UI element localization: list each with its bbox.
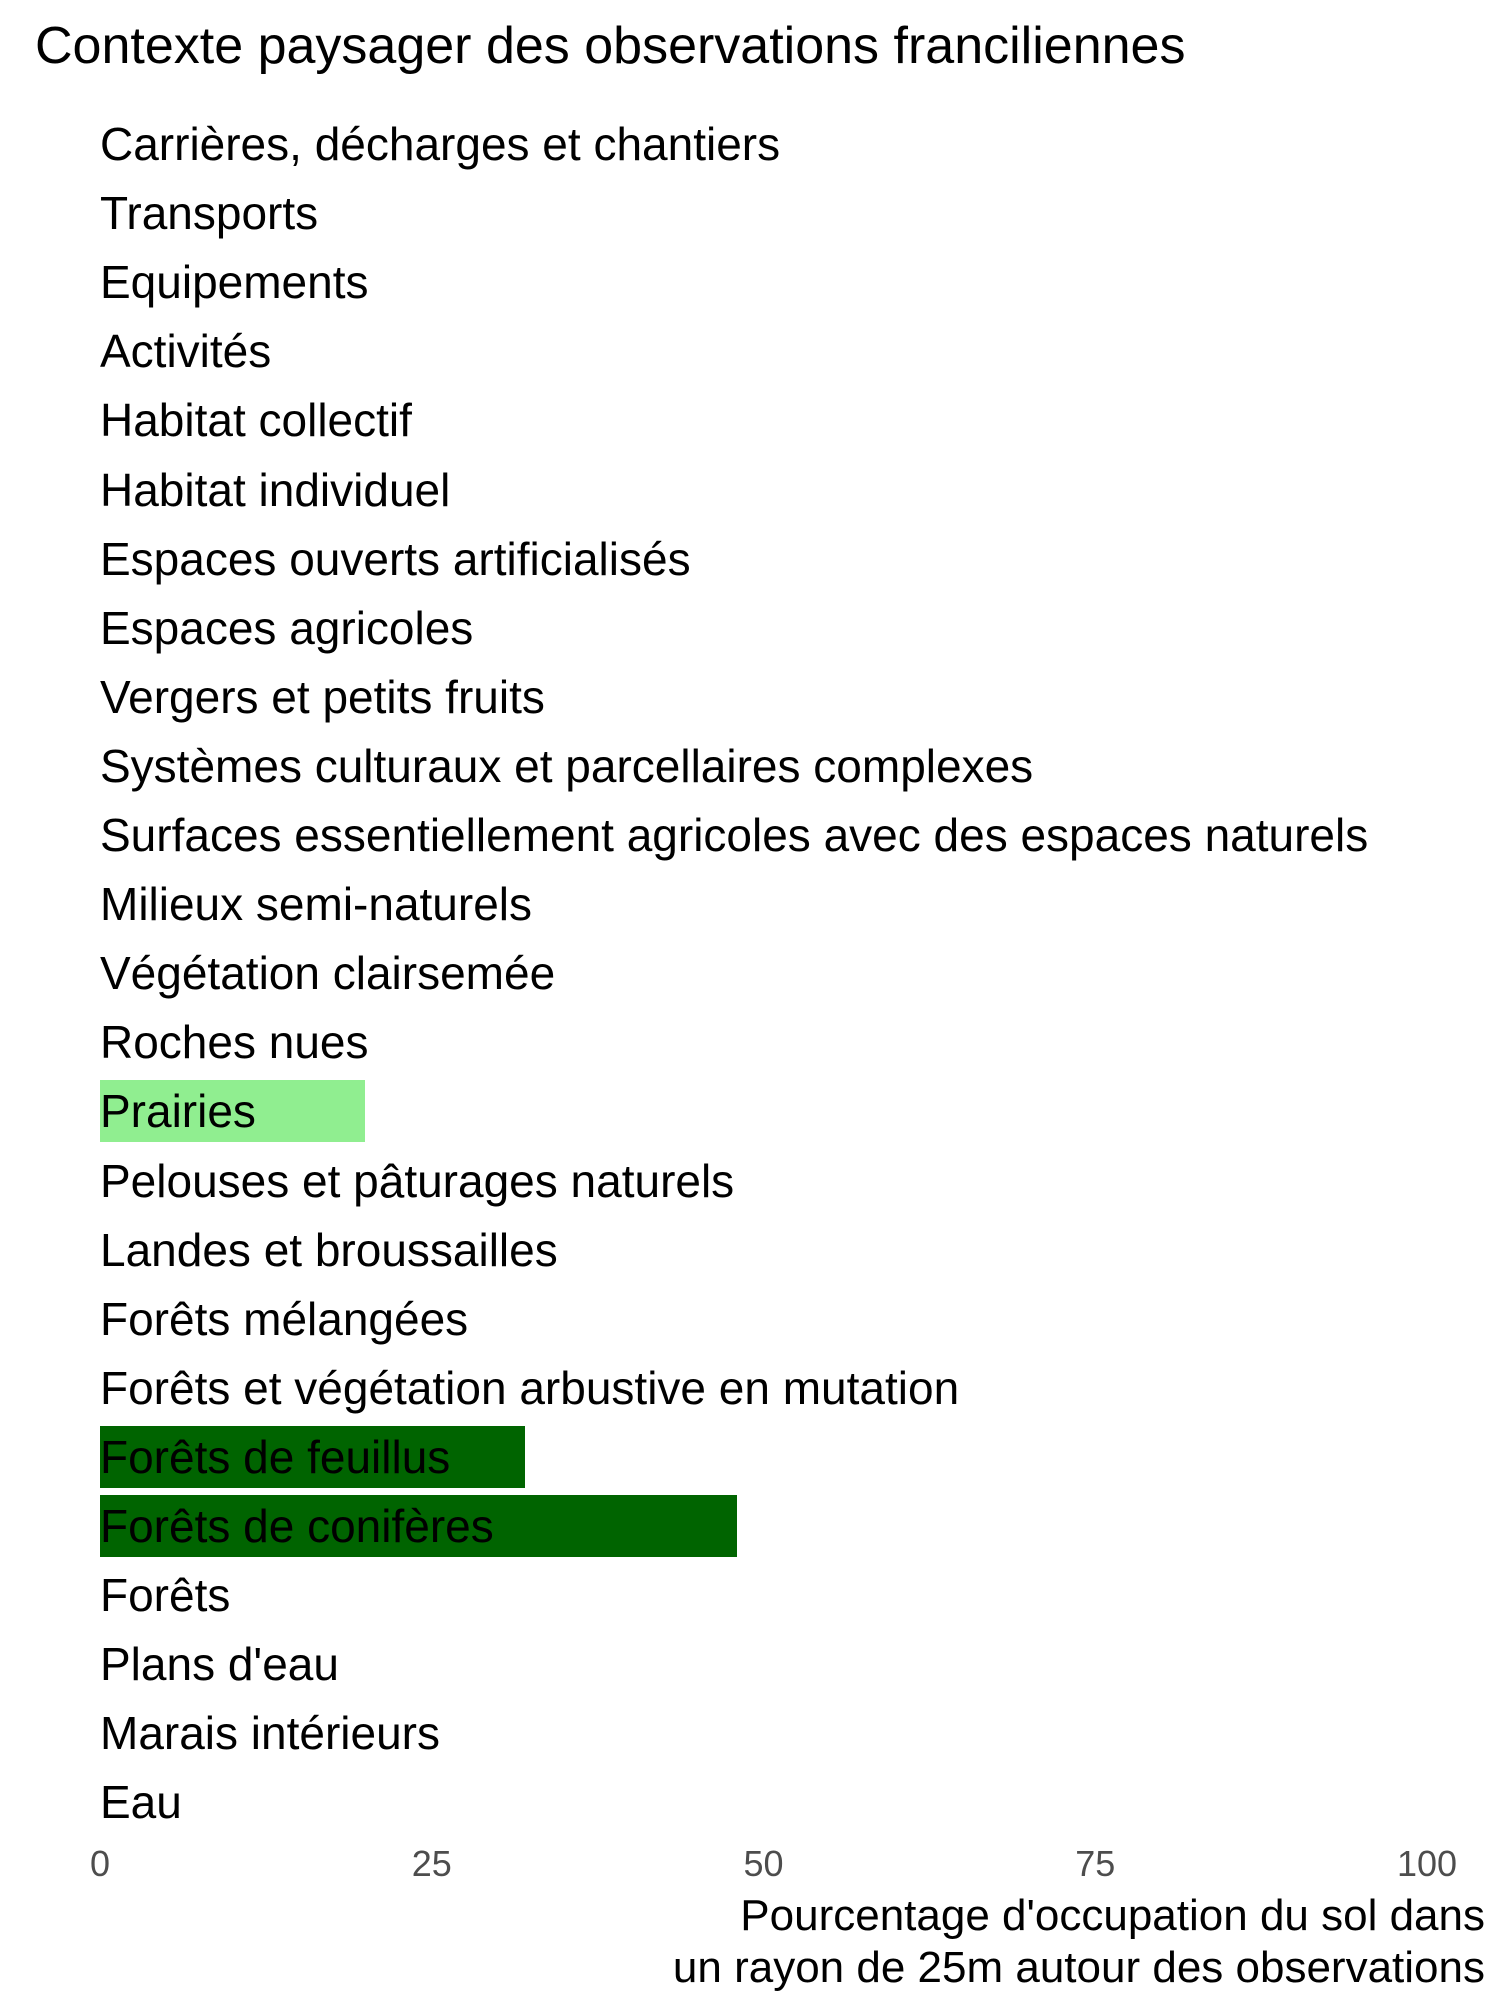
x-tick-label: 25 [411, 1843, 452, 1884]
category-label: Forêts de conifères [100, 1500, 494, 1552]
category-label: Forêts de feuillus [100, 1430, 451, 1483]
category-label: Transports [100, 187, 319, 240]
chart-title: Contexte paysager des observations franciliennes [35, 17, 1186, 75]
category-label: Habitat collectif [100, 394, 412, 447]
x-tick-label: 100 [1396, 1843, 1458, 1884]
category-label: Activités [100, 325, 272, 378]
category-label: Pelouses et pâturages naturels [100, 1154, 735, 1207]
category-label: Prairies [100, 1085, 256, 1138]
category-label: Plans d'eau [100, 1638, 339, 1691]
category-label: Marais intérieurs [100, 1707, 440, 1760]
category-label: Vergers et petits fruits [100, 670, 545, 723]
category-label: Habitat individuel [100, 463, 451, 516]
category-label: Surfaces essentiellement agricoles avec des espaces naturels [100, 809, 1369, 861]
category-label: Forêts [100, 1569, 231, 1622]
x-axis-label-line-1: Pourcentage d'occupation du sol dans [740, 1891, 1485, 1940]
category-label: Espaces agricoles [100, 601, 474, 654]
category-label: Végétation clairsemée [100, 947, 556, 1000]
x-axis-label-line-2: un rayon de 25m autour des observations [672, 1943, 1485, 1992]
category-label: Systèmes culturaux et parcellaires complexes [100, 739, 1034, 792]
category-label: Espaces ouverts artificialisés [100, 532, 691, 585]
x-tick-label: 75 [1075, 1843, 1116, 1884]
category-label: Equipements [100, 256, 369, 309]
category-label: Roches nues [100, 1016, 369, 1069]
x-axis-label [673, 1890, 1485, 1994]
category-label: Carrières, décharges et chantiers [100, 118, 781, 170]
category-label: Eau [100, 1776, 182, 1829]
x-tick-label: 0 [89, 1843, 111, 1884]
x-tick-label: 50 [743, 1843, 784, 1884]
category-label: Forêts et végétation arbustive en mutation [100, 1361, 960, 1414]
category-label: Forêts mélangées [100, 1292, 469, 1345]
category-label: Milieux semi-naturels [100, 878, 533, 931]
category-label: Landes et broussailles [100, 1223, 558, 1276]
